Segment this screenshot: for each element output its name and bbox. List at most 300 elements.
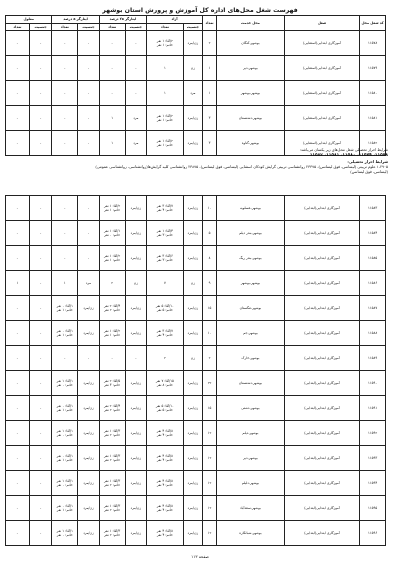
sacrifice25-capacity: - [99, 81, 125, 106]
sacrifice25-gender: زن/مرد [125, 471, 147, 496]
job-title: آموزگاری ابتدایی(ابتدایی) [284, 321, 359, 346]
sacrifice25-capacity-line: خانم: ۲ نفر [104, 508, 121, 512]
sacrifice25-gender: مرد [125, 131, 147, 156]
sacrifice25-gender: زن/مرد [125, 396, 147, 421]
table-row [6, 56, 386, 81]
subheader-capacity: تعداد [99, 24, 125, 31]
free-capacity [147, 496, 184, 521]
sacrifice5-gender: - [78, 246, 100, 271]
sacrifice5-capacity [52, 421, 78, 446]
free-capacity [147, 471, 184, 496]
disabled-gender: - [29, 396, 52, 421]
sacrifice5-gender: مرد [78, 271, 100, 296]
free-capacity-line: ۱۰/آقا: ۵ نفر [155, 303, 174, 308]
free-capacity [147, 106, 184, 131]
header-sacrifice25: ایثارگر ۲۵ درصد [99, 16, 146, 24]
disabled-gender: - [29, 521, 52, 546]
table-row [6, 81, 386, 106]
total-count: ۱۵ [203, 396, 217, 421]
free-capacity-line: ۷ [163, 280, 166, 285]
disabled-capacity: - [6, 81, 30, 106]
sacrifice5-capacity-line: ۱/آقا: ۰ نفر [56, 403, 73, 408]
header-job: شغل [284, 16, 359, 31]
sacrifice25-capacity: - [99, 31, 125, 56]
sacrifice25-gender: زن/مرد [125, 246, 147, 271]
table-row [6, 396, 386, 421]
sacrifice5-gender: زن/مرد [78, 446, 100, 471]
sacrifice5-capacity-line: ۱/آقا: ۱ نفر [56, 378, 73, 383]
sacrifice25-capacity [99, 446, 125, 471]
subheader-gender: جنسیت [29, 24, 52, 31]
disabled-capacity: - [6, 221, 30, 246]
free-gender: زن/مرد [183, 31, 202, 56]
sacrifice25-capacity-line: ۴/آقا: ۲ نفر [104, 403, 121, 408]
sacrifice25-gender: زن/مرد [125, 296, 147, 321]
table-row [6, 221, 386, 246]
free-capacity-line: ۷/آقا: ۳ نفر [156, 328, 173, 333]
free-capacity-line: خانم: ۴ نفر [156, 508, 173, 512]
free-gender: زن/مرد [183, 131, 202, 156]
free-capacity [147, 196, 184, 221]
total-count: ۱۲ [203, 421, 217, 446]
requirements-notes [12, 148, 388, 176]
total-count: ۱۵ [203, 296, 217, 321]
job-title: آموزگاری ابتدایی(ابتدایی) [284, 196, 359, 221]
job-code: ۱۱۵۸۷ [360, 296, 386, 321]
sacrifice5-capacity-line: ۱/آقا: ۰ نفر [56, 328, 73, 333]
total-count: ۳ [203, 131, 217, 156]
free-capacity-line: خانم: ۴ نفر [156, 208, 173, 212]
subheader-capacity: تعداد [6, 24, 30, 31]
free-capacity-line: ۷/آقا: ۳ نفر [156, 203, 173, 208]
sacrifice25-capacity [99, 496, 125, 521]
service-location: بوشهر-دشتی [217, 396, 285, 421]
sacrifice25-capacity-line: ۲/آقا: ۱ نفر [104, 328, 121, 333]
sacrifice25-capacity [99, 396, 125, 421]
header-sacrifice5: ایثارگر ۵ درصد [52, 16, 99, 24]
free-gender: زن/مرد [183, 446, 202, 471]
free-capacity-line: خانم: ۵ نفر [156, 308, 173, 312]
total-count: ۲ [203, 31, 217, 56]
job-code: ۱۱۵۸۶ [360, 271, 386, 296]
table-row [6, 296, 386, 321]
free-capacity [147, 371, 184, 396]
free-capacity-line: ۱ [163, 90, 166, 95]
sacrifice5-capacity [52, 521, 78, 546]
service-location: بوشهر-بوشهر [217, 81, 285, 106]
sacrifice25-gender: - [125, 56, 147, 81]
free-gender: زن/مرد [183, 371, 202, 396]
sacrifice25-capacity-line: خانم: ۲ نفر [104, 533, 121, 537]
free-capacity [147, 221, 184, 246]
job-title: آموزگاری ابتدایی(ابتدایی) [284, 496, 359, 521]
sacrifice25-gender: زن/مرد [125, 521, 147, 546]
sacrifice25-gender: زن/مرد [125, 446, 147, 471]
sacrifice5-capacity-line: خانم: ۰ نفر [56, 533, 73, 537]
header-location: محل خدمت [217, 16, 285, 31]
total-count: ۱۲ [203, 446, 217, 471]
disabled-capacity: - [6, 421, 30, 446]
free-capacity-line: خانم: ۴ نفر [156, 458, 173, 462]
job-title: آموزگاری ابتدایی(استثنایی) [284, 81, 359, 106]
service-location: بوشهر-بندر دیلم [217, 221, 285, 246]
disabled-capacity: - [6, 446, 30, 471]
sacrifice5-capacity: - [52, 81, 78, 106]
header-count: تعداد [203, 16, 217, 31]
free-capacity-line: خانم: ۴ نفر [156, 333, 173, 337]
total-count: ۱۲ [203, 521, 217, 546]
sacrifice25-capacity [99, 271, 125, 296]
subheader-capacity: تعداد [147, 24, 184, 31]
free-capacity-line: خانم: ۱ نفر [156, 43, 173, 47]
job-title: آموزگاری ابتدایی(ابتدایی) [284, 446, 359, 471]
free-capacity-line: ۱۰/آقا: ۵ نفر [155, 403, 174, 408]
free-capacity [147, 421, 184, 446]
job-title: آموزگاری ابتدایی(ابتدایی) [284, 421, 359, 446]
job-title: آموزگاری ابتدایی(ابتدایی) [284, 371, 359, 396]
free-capacity-line: ۶/آقا: ۳ نفر [156, 253, 173, 258]
total-count: ۱۲ [203, 496, 217, 521]
sacrifice5-gender: - [78, 196, 100, 221]
sacrifice5-gender: - [78, 56, 100, 81]
job-code: ۱۱۵۸۲ [360, 131, 386, 156]
service-location: بوشهر-سعدآباد [217, 496, 285, 521]
free-capacity-line: ۴/آقا: ۱ نفر [156, 228, 173, 233]
sacrifice5-capacity-line: خانم: ۱ نفر [56, 458, 73, 462]
header-free: آزاد [147, 16, 203, 24]
disabled-capacity: ۱ [6, 271, 30, 296]
free-gender: مرد [183, 81, 202, 106]
job-title: آموزگاری ابتدایی(ابتدایی) [284, 296, 359, 321]
sacrifice25-gender: زن [125, 271, 147, 296]
sacrifice25-gender: زن/مرد [125, 196, 147, 221]
sacrifice5-capacity-line: ۱/آقا: ۱ نفر [56, 428, 73, 433]
sacrifice5-capacity-line: ۱/آقا: ۱ نفر [56, 478, 73, 483]
free-gender: زن/مرد [183, 421, 202, 446]
job-title: آموزگاری ابتدایی(استثنایی) [284, 131, 359, 156]
sacrifice25-gender: زن/مرد [125, 221, 147, 246]
sacrifice25-capacity-line: خانم: ۲ نفر [104, 433, 121, 437]
job-code: ۱۱۵۸۸ [360, 321, 386, 346]
sacrifice5-capacity-line: خانم: ۰ نفر [56, 383, 73, 387]
service-location: بوشهر-بوشهر [217, 271, 285, 296]
free-capacity [147, 521, 184, 546]
job-code: ۱۱۵۸۰ [360, 81, 386, 106]
sacrifice5-capacity: - [52, 106, 78, 131]
disabled-gender: - [29, 296, 52, 321]
free-capacity-line: خانم: ۸ نفر [156, 383, 173, 387]
total-count: ۳ [203, 106, 217, 131]
disabled-capacity: - [6, 131, 30, 156]
free-capacity-line: خانم: ۳ نفر [156, 233, 173, 237]
notes-line-3: شرایط احراز تحصیلی: [347, 159, 388, 164]
sacrifice25-gender: زن/مرد [125, 496, 147, 521]
total-count: ۱ [203, 56, 217, 81]
free-gender: زن/مرد [183, 521, 202, 546]
job-code: ۱۱۵۹۰ [360, 371, 386, 396]
disabled-gender: - [29, 81, 52, 106]
disabled-capacity: - [6, 471, 30, 496]
sacrifice25-gender: زن/مرد [125, 421, 147, 446]
sacrifice5-gender: زن/مرد [78, 471, 100, 496]
disabled-gender: - [29, 496, 52, 521]
free-capacity [147, 296, 184, 321]
sacrifice25-capacity-line: ۲/آقا: ۱ نفر [104, 203, 121, 208]
sacrifice5-gender: زن/مرد [78, 296, 100, 321]
table-row [6, 496, 386, 521]
sacrifice5-gender: - [78, 131, 100, 156]
job-code: ۱۱۵۹۱ [360, 396, 386, 421]
sacrifice5-gender: زن/مرد [78, 496, 100, 521]
table-row [6, 246, 386, 271]
sacrifice25-capacity: ۱ [99, 106, 125, 131]
sacrifice5-capacity [52, 471, 78, 496]
table-row [6, 446, 386, 471]
job-code: ۱۱۵۷۹ [360, 56, 386, 81]
free-gender: زن/مرد [183, 471, 202, 496]
free-gender: زن/مرد [183, 106, 202, 131]
disabled-gender: - [29, 106, 52, 131]
disabled-capacity: - [6, 346, 30, 371]
service-location: بوشهر-جم [217, 321, 285, 346]
free-gender: زن/مرد [183, 296, 202, 321]
free-capacity [147, 246, 184, 271]
table-row [6, 346, 386, 371]
free-capacity-line: ۱ [163, 65, 166, 70]
sacrifice5-capacity [52, 396, 78, 421]
free-capacity-line: خانم: ۳ نفر [156, 258, 173, 262]
free-capacity-line: ۲/آقا: ۱ نفر [156, 138, 173, 143]
sacrifice5-capacity: - [52, 346, 78, 371]
disabled-gender: - [29, 246, 52, 271]
disabled-capacity: - [6, 371, 30, 396]
notes-codes: ۱۱۵۷۸، ۱۱۵۷۹، ۱۱۵۸۰، ۱۱۵۸۱، ۱۱۵۸۲ [309, 153, 388, 159]
job-code: ۱۱۵۹۴ [360, 471, 386, 496]
job-title: آموزگاری ابتدایی(ابتدایی) [284, 396, 359, 421]
free-capacity-line: ۲ [163, 355, 166, 360]
job-title: آموزگاری ابتدایی(استثنایی) [284, 31, 359, 56]
sacrifice5-capacity: - [52, 221, 78, 246]
total-count: ۸ [203, 246, 217, 271]
disabled-gender: - [29, 421, 52, 446]
sacrifice5-gender: - [78, 346, 100, 371]
disabled-gender: - [29, 31, 52, 56]
disabled-gender: - [29, 221, 52, 246]
sacrifice5-capacity-line: ۱/آقا: ۰ نفر [56, 303, 73, 308]
service-location: بوشهر-بندر ریگ [217, 246, 285, 271]
job-code: ۱۱۵۸۹ [360, 346, 386, 371]
free-capacity-line: ۸/آقا: ۴ نفر [156, 428, 173, 433]
free-capacity-line: خانم: ۱ نفر [156, 118, 173, 122]
sacrifice5-capacity: - [52, 56, 78, 81]
sacrifice5-gender: زن/مرد [78, 321, 100, 346]
free-gender: زن [183, 346, 202, 371]
disabled-capacity: - [6, 496, 30, 521]
sacrifice25-capacity-line: ۳/آقا: ۱ نفر [104, 528, 121, 533]
sacrifice5-capacity-line: خانم: ۰ نفر [56, 483, 73, 487]
notes-line-4: ۱-۲۹۰۵ علوم تربیتی (لیسانس، فوق لیسانس)- ۲۳۳۷۵ روانشناسی تربیتی گرایش کودکان استثنایی (لیسانس، فوق لیسانس)- ۲۳۸۷۵ روانشناسی کلیه گرایش‌ها(روانشناسی، روانشناسی عمومی) [95, 164, 388, 169]
page-number: صفحه ۱۱۳ [191, 554, 209, 559]
disabled-gender: - [29, 371, 52, 396]
disabled-gender: - [29, 271, 52, 296]
sacrifice5-capacity-line: خانم: ۱ نفر [56, 508, 73, 512]
disabled-capacity: - [6, 246, 30, 271]
job-title: آموزگاری ابتدایی(استثنایی) [284, 56, 359, 81]
sacrifice5-capacity [52, 321, 78, 346]
disabled-capacity: - [6, 321, 30, 346]
sacrifice5-capacity-line: خانم: ۱ نفر [56, 308, 73, 312]
free-capacity [147, 81, 184, 106]
free-gender: زن/مرد [183, 196, 202, 221]
job-title: آموزگاری ابتدایی(ابتدایی) [284, 346, 359, 371]
sacrifice25-capacity-line: خانم: ۰ نفر [104, 233, 121, 237]
free-gender: زن/مرد [183, 246, 202, 271]
sacrifice25-gender: - [125, 81, 147, 106]
sacrifice25-capacity [99, 196, 125, 221]
table-row [6, 471, 386, 496]
total-count: ۲۲ [203, 371, 217, 396]
free-capacity [147, 396, 184, 421]
sacrifice25-gender: مرد [125, 106, 147, 131]
sacrifice5-capacity [52, 296, 78, 321]
sacrifice25-capacity-line: خانم: ۱ نفر [104, 208, 121, 212]
header-code: کد شغل محل [360, 16, 386, 31]
disabled-capacity: - [6, 31, 30, 56]
sacrifice25-capacity-line: خانم: ۱ نفر [104, 333, 121, 337]
job-code: ۱۱۵۹۲ [360, 421, 386, 446]
disabled-capacity: - [6, 296, 30, 321]
sacrifice5-capacity: - [52, 31, 78, 56]
total-count: ۱ [203, 81, 217, 106]
sacrifice5-capacity-line: ۱/آقا: ۱ نفر [56, 528, 73, 533]
sacrifice5-capacity-line: خانم: ۱ نفر [56, 333, 73, 337]
sacrifice5-gender: - [78, 81, 100, 106]
job-title: آموزگاری ابتدایی(ابتدایی) [284, 471, 359, 496]
sacrifice5-capacity-line: ۱/آقا: ۰ نفر [56, 453, 73, 458]
job-code: ۱۱۵۷۸ [360, 31, 386, 56]
sacrifice25-capacity: - [99, 56, 125, 81]
total-count: ۵ [203, 221, 217, 246]
table-row [6, 521, 386, 546]
sacrifice5-capacity: - [52, 131, 78, 156]
free-capacity-line: خانم: ۴ نفر [156, 533, 173, 537]
free-capacity-line: ۸/آقا: ۴ نفر [156, 503, 173, 508]
total-count: ۱۰ [203, 321, 217, 346]
free-gender: زن/مرد [183, 221, 202, 246]
free-capacity-line: ۲/آقا: ۱ نفر [156, 113, 173, 118]
service-location: بوشهر-کنگان [217, 31, 285, 56]
sacrifice5-capacity: - [52, 246, 78, 271]
sacrifice5-gender: - [78, 106, 100, 131]
disabled-capacity: - [6, 396, 30, 421]
free-capacity [147, 321, 184, 346]
page-title: فهرست شغل محل‌های اداره کل آموزش و پرورش استان بوشهر [102, 7, 298, 14]
sacrifice25-capacity [99, 521, 125, 546]
sacrifice25-capacity-line: ۳/آقا: ۱ نفر [104, 478, 121, 483]
free-capacity-line: ۲/آقا: ۱ نفر [156, 38, 173, 43]
total-count: ۱۰ [203, 196, 217, 221]
notes-line-5: (لیسانس، فوق لیسانس) [350, 170, 388, 175]
job-code: ۱۱۵۸۴ [360, 221, 386, 246]
job-title: آموزگاری ابتدایی(ابتدایی) [284, 246, 359, 271]
job-code: ۱۱۵۸۵ [360, 246, 386, 271]
sacrifice25-capacity-line: ۲/آقا: ۱ نفر [104, 253, 121, 258]
disabled-gender: - [29, 56, 52, 81]
sacrifice5-capacity-line: ۱/آقا: ۰ نفر [56, 503, 73, 508]
service-location: بوشهر-خارک [217, 346, 285, 371]
job-code: ۱۱۵۸۳ [360, 196, 386, 221]
sacrifice25-capacity [99, 321, 125, 346]
sacrifice25-capacity-line: ۳/آقا: ۱ نفر [104, 428, 121, 433]
sacrifice25-gender: - [125, 346, 147, 371]
service-location: بوشهر-دلیلم [217, 471, 285, 496]
service-location: بوشهر-عسلویه [217, 196, 285, 221]
sacrifice5-gender: زن/مرد [78, 371, 100, 396]
table-row [6, 271, 386, 296]
subheader-gender: جنسیت [183, 24, 202, 31]
header-disabled: معلول [6, 16, 52, 24]
job-title: آموزگاری ابتدایی(ابتدایی) [284, 521, 359, 546]
sacrifice25-gender: زن/مرد [125, 371, 147, 396]
total-count: ۲ [203, 346, 217, 371]
sacrifice5-capacity [52, 371, 78, 396]
service-location: بوشهر-دیلم [217, 421, 285, 446]
sacrifice25-capacity-line: ۲ [111, 280, 114, 285]
free-capacity-line: خانم: ۴ نفر [156, 483, 173, 487]
table-row [6, 421, 386, 446]
sacrifice25-capacity-line: خانم: ۲ نفر [104, 308, 121, 312]
table-bottom [5, 195, 386, 546]
sacrifice5-capacity: - [52, 196, 78, 221]
job-title: آموزگاری ابتدایی(ابتدایی) [284, 221, 359, 246]
free-capacity [147, 56, 184, 81]
sacrifice25-capacity [99, 421, 125, 446]
job-title: آموزگاری ابتدایی(استثنایی) [284, 106, 359, 131]
sacrifice5-capacity [52, 446, 78, 471]
disabled-capacity: - [6, 521, 30, 546]
subheader-gender: جنسیت [125, 24, 147, 31]
service-location: بوشهر-دیر [217, 56, 285, 81]
sacrifice25-capacity-line: ۳/آقا: ۱ نفر [104, 453, 121, 458]
subheader-capacity: تعداد [52, 24, 78, 31]
sacrifice5-capacity: ۱ [52, 271, 78, 296]
sacrifice5-capacity-line: خانم: ۱ نفر [56, 408, 73, 412]
total-count: ۱۲ [203, 471, 217, 496]
sacrifice25-capacity-line: خانم: ۳ نفر [104, 383, 121, 387]
disabled-gender: - [29, 346, 52, 371]
table-row [6, 106, 386, 131]
table-row [6, 31, 386, 56]
sacrifice5-gender: - [78, 31, 100, 56]
sacrifice25-capacity-line: خانم: ۲ نفر [104, 458, 121, 462]
free-capacity [147, 271, 184, 296]
sacrifice25-capacity [99, 471, 125, 496]
service-location: بوشهر-دشتستان [217, 106, 285, 131]
sacrifice25-gender: زن/مرد [125, 321, 147, 346]
sacrifice25-capacity [99, 296, 125, 321]
sacrifice25-capacity-line: ۴/آقا: ۲ نفر [104, 303, 121, 308]
table-top [5, 15, 386, 156]
sacrifice25-capacity-line: ۳/آقا: ۱ نفر [104, 503, 121, 508]
sacrifice5-gender: زن/مرد [78, 421, 100, 446]
disabled-gender: - [29, 446, 52, 471]
sacrifice25-capacity: ۱ [99, 131, 125, 156]
job-code: ۱۱۵۸۱ [360, 106, 386, 131]
free-capacity-line: ۱۵/آقا: ۷ نفر [155, 378, 174, 383]
service-location: بوشهر-دشتستان [217, 371, 285, 396]
sacrifice25-capacity [99, 221, 125, 246]
free-gender: زن/مرد [183, 321, 202, 346]
